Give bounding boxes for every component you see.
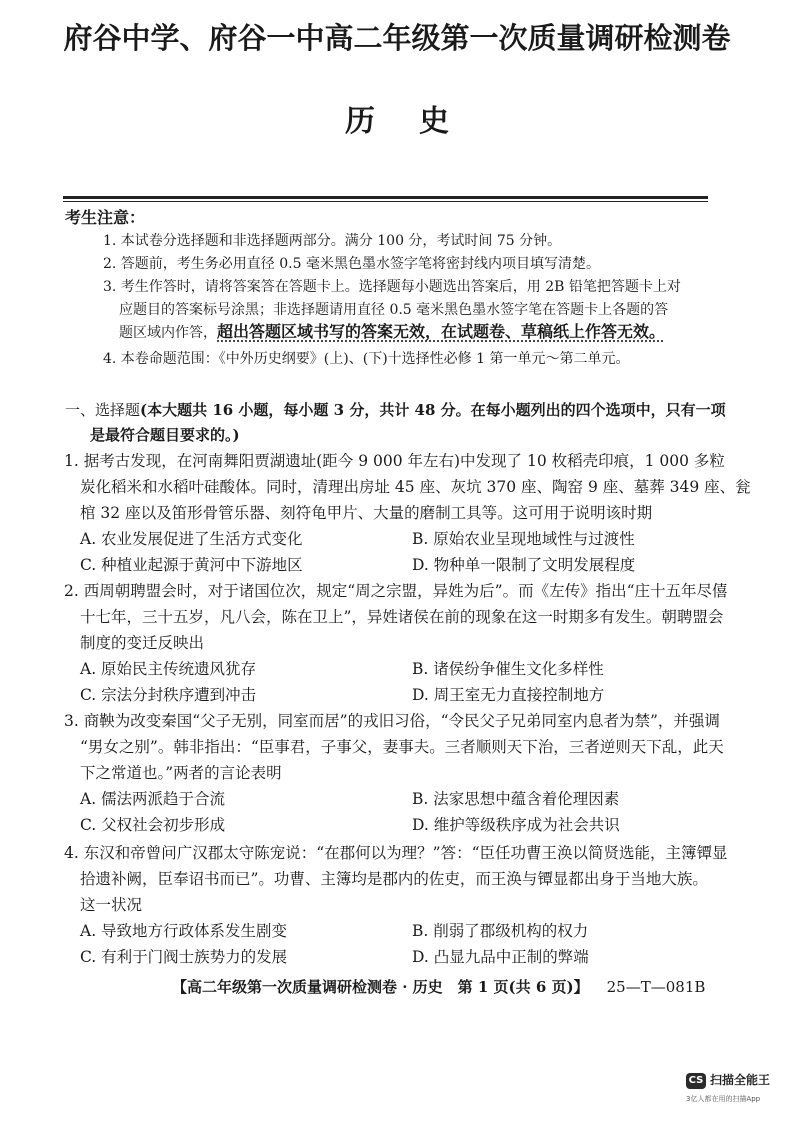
question-2-option-a: A. 原始民主传统遗风犹存 (80, 660, 257, 678)
question-2-option-d: D. 周王室无力直接控制地方 (412, 686, 605, 704)
section-1-instructions-cont: 是最符合题目要求的。) (90, 426, 240, 444)
question-3-line-2: “男女之别”。韩非指出：“臣事君，子事父，妻事夫。三者顺则天下治，三者逆则天下乱，此天 (80, 738, 724, 756)
notice-item-3-line-1: 3. 考生作答时，请将答案答在答题卡上。选择题每小题选出答案后，用 2B 铅笔把答题卡上对 (103, 279, 681, 295)
question-1-option-a: A. 农业发展促进了生活方式变化 (80, 530, 303, 548)
question-3-line-1: 3. 商鞅为改变秦国“父子无别，同室而居”的戎旧习俗，“令民父子兄弟同室内息者为禁”，并强调 (64, 712, 720, 730)
section-1-label: 一、选择题 (65, 401, 141, 419)
camscanner-tagline: 3亿人都在用的扫描App (686, 1095, 761, 1103)
notice-heading: 考生注意： (65, 208, 146, 227)
question-2-line-3: 制度的变迁反映出 (80, 634, 205, 652)
question-1-line-3: 棺 32 座以及笛形骨管乐器、刻符龟甲片、大量的磨制工具等。这可用于说明该时期 (80, 504, 653, 522)
notice-item-2: 2. 答题前，考生务必用直径 0.5 毫米黑色墨水签字笔将密封线内项目填写清楚。 (103, 256, 600, 272)
notice-item-3-prefix: 题区域内作答， (119, 325, 217, 341)
question-3-option-b: B. 法家思想中蕴含着伦理因素 (412, 790, 620, 808)
header-rule-thick (63, 196, 708, 199)
header-rule-thin (63, 201, 708, 202)
question-1-line-1: 1. 据考古发现，在河南舞阳贾湖遗址(距今 9 000 年左右)中发现了 10 枚稻壳印痕，1 000 多粒 (64, 452, 725, 470)
paper-code: 25—T—081B (606, 978, 706, 996)
question-4-option-a: A. 导致地方行政体系发生剧变 (80, 922, 288, 940)
page-footer (172, 976, 705, 997)
section-1-instructions: (本大题共 16 小题，每小题 3 分，共计 48 分。在每小题列出的四个选项中，只有一项 (140, 401, 726, 419)
question-4-option-c: C. 有利于门阀士族势力的发展 (80, 948, 288, 966)
question-2-line-2: 十七年，三十五岁，凡八会，陈在卫上”，异姓诸侯在前的现象在这一时期多有发生。朝聘盟会 (80, 608, 724, 626)
question-3-option-a: A. 儒法两派趋于合流 (80, 790, 226, 808)
exam-title: 府谷中学、府谷一中高二年级第一次质量调研检测卷 (63, 21, 731, 55)
question-4-option-b: B. 削弱了郡级机构的权力 (412, 922, 589, 940)
question-1-option-c: C. 种植业起源于黄河中下游地区 (80, 556, 303, 574)
camscanner-name: 扫描全能王 (710, 1073, 771, 1087)
question-1-option-d: D. 物种单一限制了文明发展程度 (412, 556, 636, 574)
question-3-line-3: 下之常道也。”两者的言论表明 (80, 764, 282, 782)
notice-item-3-line-3 (119, 322, 665, 343)
question-1-line-2: 炭化稻米和水稻叶硅酸体。同时，清理出房址 45 座、灰坑 370 座、陶窑 9 座、墓葬 349 座、瓮 (80, 478, 751, 496)
question-3-option-c: C. 父权社会初步形成 (80, 816, 226, 834)
question-2-option-b: B. 诸侯纷争催生文化多样性 (412, 660, 604, 678)
question-4-option-d: D. 凸显九品中正制的弊端 (412, 948, 589, 966)
question-4-line-3: 这一状况 (80, 896, 143, 914)
question-2-line-1: 2. 西周朝聘盟会时，对于诸国位次，规定“周之宗盟，异姓为后”。而《左传》指出“庄十五年尽僖 (64, 582, 728, 600)
subject-title: 历史 (345, 104, 493, 139)
camscanner-logo-icon: CS (686, 1073, 706, 1089)
footer-text: 【高二年级第一次质量调研检测卷 · 历史 第 1 页(共 6 页)】 (172, 978, 589, 996)
section-1-heading (65, 398, 726, 422)
question-1-option-b: B. 原始农业呈现地域性与过渡性 (412, 530, 635, 548)
notice-item-1: 1. 本试卷分选择题和非选择题两部分。满分 100 分，考试时间 75 分钟。 (103, 233, 562, 249)
section-1-heading-line-2 (90, 423, 240, 447)
question-4-line-1: 4. 东汉和帝曾问广汉郡太守陈宠说：“在郡何以为理？”答：“臣任功曹王涣以简贤选能，主簿镡显 (64, 844, 728, 862)
notice-emphasis: 超出答题区域书写的答案无效，在试题卷、草稿纸上作答无效。 (217, 322, 666, 341)
question-3-option-d: D. 维护等级秩序成为社会共识 (412, 816, 620, 834)
question-2-option-c: C. 宗法分封秩序遭到冲击 (80, 686, 257, 704)
notice-item-3-line-2: 应题目的答案标号涂黑；非选择题请用直径 0.5 毫米黑色墨水签字笔在答题卡上各题的答 (119, 302, 669, 318)
notice-item-4: 4. 本卷命题范围：《中外历史纲要》(上)、(下)十选择性必修 1 第一单元～第二单元。 (103, 351, 630, 367)
question-4-line-2: 拾遗补阙，臣奉诏书而已”。功曹、主簿均是郡内的佐吏，而王涣与镡显都出身于当地大族。 (80, 870, 708, 888)
